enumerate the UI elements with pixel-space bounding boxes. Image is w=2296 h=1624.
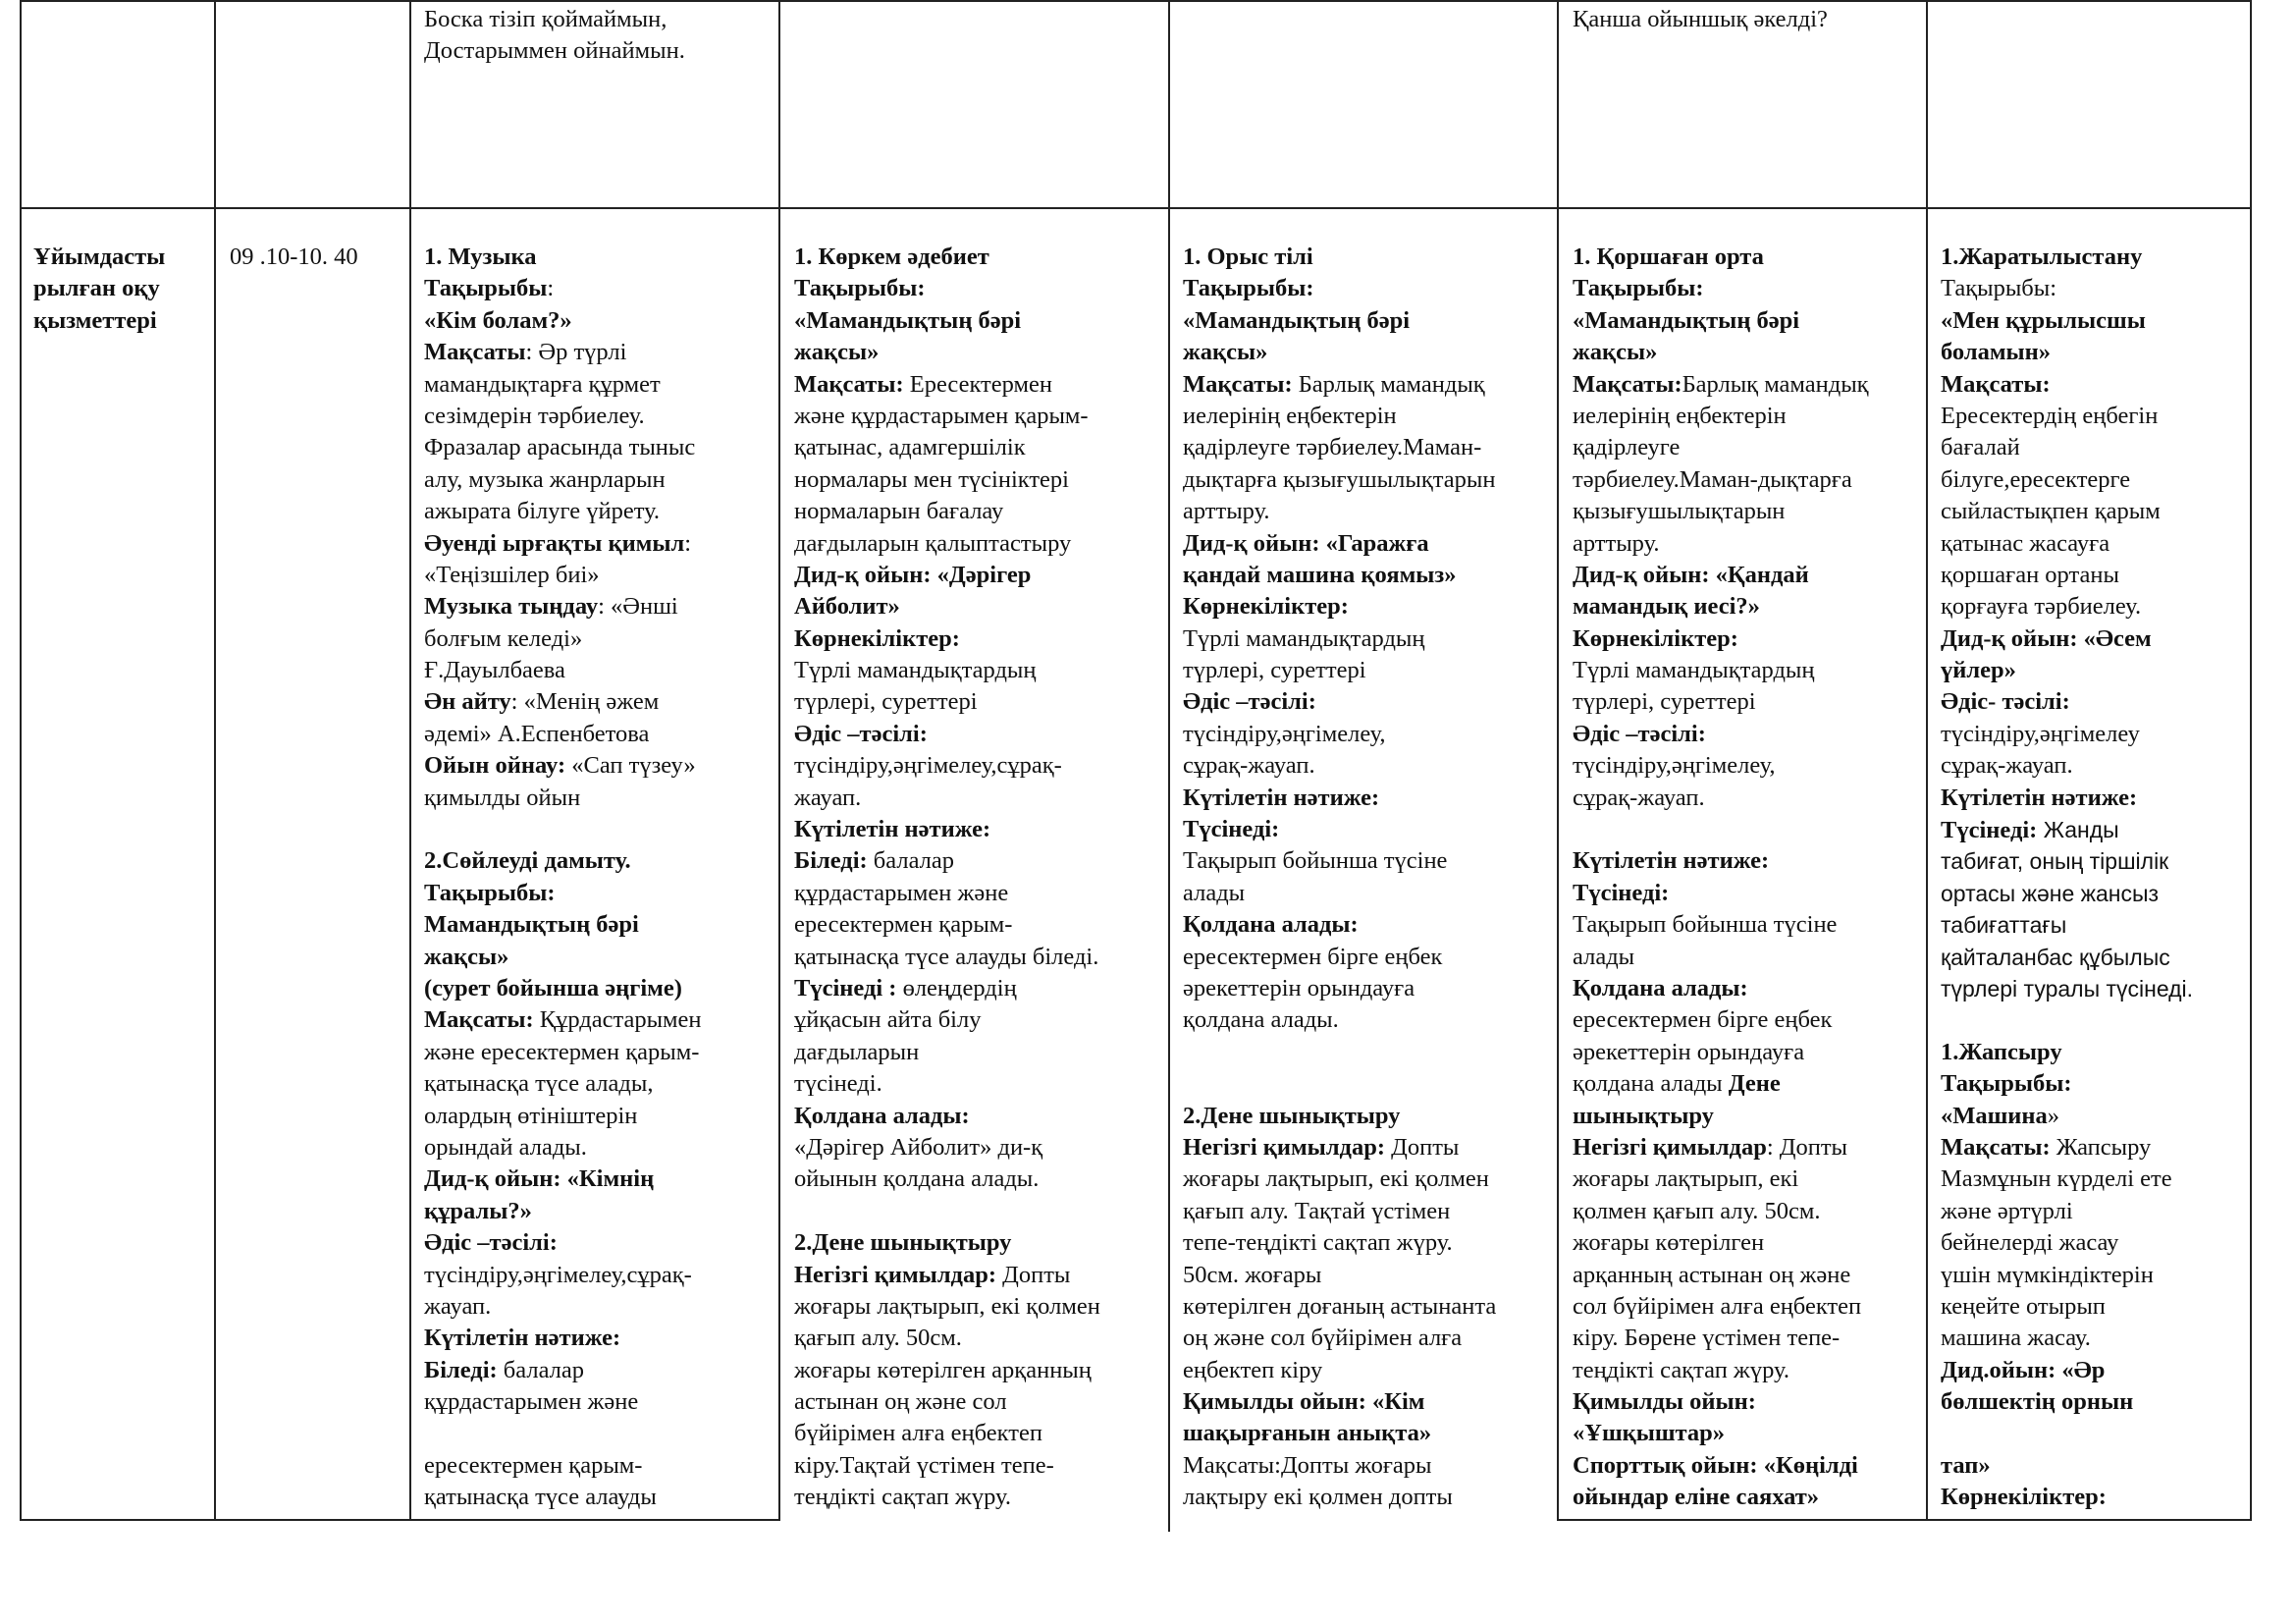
- text-line: түсіндіру,әңгімелеу,сұрақ-: [424, 1261, 692, 1288]
- text-line: Түсінеді: Жанды: [1941, 817, 2119, 844]
- text-line: бүйірімен алға еңбектеп: [794, 1420, 1042, 1447]
- text-line: Боска тізіп қоймаймын,: [424, 6, 667, 32]
- text-line: орындай алады.: [424, 1133, 587, 1161]
- col-line-7: [2250, 0, 2252, 1521]
- text-line: қолдана алады.: [1183, 1006, 1339, 1034]
- wednesday-activities: [1183, 242, 1496, 1514]
- text-line: ұйқасын айта білу: [794, 1006, 982, 1034]
- text-line: түсінеді.: [794, 1070, 882, 1098]
- col-line-4: [1168, 0, 1170, 1532]
- text-line: бөлшектің орнын: [1941, 1388, 2134, 1416]
- text-line: түсіндіру,әңгімелеу,: [1183, 720, 1386, 747]
- text-line: Мақсаты:: [1941, 370, 2051, 398]
- text-line: Достарыммен ойнаймын.: [424, 37, 685, 65]
- text-line: ересектермен қарым-: [794, 911, 1013, 939]
- text-line: ойынын қолдана алады.: [794, 1165, 1040, 1193]
- text-line: тәрбиелеу.Маман-дықтарға: [1573, 465, 1852, 493]
- text-line: 1.Жапсыру: [1941, 1038, 2062, 1065]
- text-line: қоршаған ортаны: [1941, 561, 2119, 588]
- text-line: Ұйымдасты: [33, 244, 166, 270]
- text-line: қатынас, адамгершілік: [794, 434, 1026, 461]
- col-line-5: [1557, 0, 1559, 1521]
- text-line: «Теңізшілер биі»: [424, 561, 600, 588]
- text-line: «Машина»: [1941, 1102, 2060, 1129]
- text-line: [424, 1418, 702, 1449]
- text-line: құрдастарымен және: [794, 879, 1009, 906]
- text-line: түсіндіру,әңгімелеу,сұрақ-: [794, 752, 1062, 780]
- text-line: теңдікті сақтап жүру.: [1573, 1356, 1789, 1383]
- text-line: жоғары лақтырып, екі: [1573, 1165, 1799, 1193]
- text-line: Түрлі мамандықтардың: [1573, 657, 1815, 684]
- text-line: «Кім болам?»: [424, 306, 572, 334]
- text-line: [1183, 1068, 1496, 1100]
- text-line: Дид-қ ойын: «Кімнің: [424, 1165, 655, 1193]
- text-line: Спорттық ойын: «Көңілді: [1573, 1451, 1858, 1479]
- text-line: түсіндіру,әңгімелеу,: [1573, 752, 1776, 780]
- text-line: Музыка тыңдау: «Әнші: [424, 593, 678, 621]
- text-line: «Ұшқыштар»: [1573, 1420, 1726, 1447]
- text-line: Әдіс –тәсілі:: [1573, 720, 1706, 747]
- text-line: Тақырып бойынша түсіне: [1573, 911, 1838, 939]
- text-line: Көрнекіліктер:: [1941, 1484, 2107, 1511]
- table-bottom-border: [20, 1519, 780, 1521]
- text-line: алу, музыка жанрларын: [424, 465, 666, 493]
- friday-activities: [1941, 242, 2193, 1514]
- text-line: рылған оқу: [33, 275, 160, 302]
- text-line: иелерінің еңбектерін: [1183, 402, 1397, 429]
- text-line: әрекеттерін орындауға: [1183, 974, 1415, 1001]
- text-line: Мақсаты: Ересектермен: [794, 370, 1053, 398]
- text-line: үшін мүмкіндіктерін: [1941, 1261, 2154, 1288]
- text-line: сұрақ-жауап.: [1941, 752, 2073, 780]
- top-row-col3: [424, 4, 685, 68]
- text-line: Тақырып бойынша түсіне: [1183, 847, 1448, 875]
- text-line: Қолдана алады:: [1573, 974, 1748, 1001]
- text-line: 2.Дене шынықтыру: [794, 1229, 1012, 1257]
- text-line: боламын»: [1941, 339, 2052, 366]
- text-line: Қимылды ойын: «Кім: [1183, 1388, 1425, 1416]
- col-line-2: [409, 0, 411, 1521]
- text-line: қызметтері: [33, 306, 157, 334]
- text-line: қатынас жасауға: [1941, 529, 2110, 557]
- text-line: Біледі: балалар: [424, 1356, 585, 1383]
- text-line: бағалай: [1941, 434, 2020, 461]
- text-line: ортасы және жансыз: [1941, 880, 2160, 906]
- text-line: Әдіс –тәсілі:: [424, 1229, 558, 1257]
- text-line: табиғат, оның тіршілік: [1941, 848, 2169, 875]
- text-line: Мамандықтың бәрі: [424, 911, 639, 939]
- text-line: Ән айту: «Менің әжем: [424, 688, 660, 716]
- text-line: 2.Сөйлеуді дамыту.: [424, 847, 631, 875]
- text-line: арттыру.: [1183, 498, 1270, 525]
- text-line: қатынасқа түсе алауды біледі.: [794, 943, 1099, 970]
- text-line: ойындар еліне саяхат»: [1573, 1484, 1820, 1511]
- text-line: оң және сол бүйірімен алға: [1183, 1325, 1463, 1352]
- text-line: ересектермен қарым-: [424, 1451, 643, 1479]
- text-line: жоғары көтерілген арқанның: [794, 1356, 1092, 1383]
- text-line: Ойын ойнау: «Сап түзеу»: [424, 752, 696, 780]
- text-line: Түрлі мамандықтардың: [794, 657, 1037, 684]
- text-line: шақырғанын анықта»: [1183, 1420, 1432, 1447]
- text-line: Мақсаты: Жапсыру: [1941, 1133, 2152, 1161]
- text-line: табиғаттағы: [1941, 912, 2067, 939]
- text-line: түрлері туралы түсінеді.: [1941, 975, 2194, 1001]
- text-line: Дид-қ ойын: «Қандай: [1573, 561, 1809, 588]
- text-line: жақсы»: [1573, 339, 1658, 366]
- text-line: Күтілетін нәтиже:: [1183, 784, 1380, 811]
- text-line: Мақсаты: Әр түрлі: [424, 339, 627, 366]
- text-line: Қанша ойыншық әкелді?: [1573, 6, 1828, 32]
- text-line: сол бүйірімен алға еңбектеп: [1573, 1292, 1862, 1320]
- text-line: жауап.: [424, 1292, 492, 1320]
- text-line: алады: [1573, 943, 1635, 970]
- text-line: «Мамандықтың бәрі: [1573, 306, 1800, 334]
- text-line: Әдіс- тәсілі:: [1941, 688, 2070, 716]
- text-line: нормалары мен түсініктері: [794, 465, 1069, 493]
- text-line: жақсы»: [794, 339, 880, 366]
- tuesday-activities: [794, 242, 1100, 1514]
- text-line: қорғауға тәрбиелеу.: [1941, 593, 2142, 621]
- text-line: қағып алу. Тақтай үстімен: [1183, 1197, 1451, 1224]
- text-line: жоғары лақтырып, екі қолмен: [794, 1292, 1100, 1320]
- text-line: Қолдана алады:: [794, 1102, 970, 1129]
- text-line: Мақсаты:Барлық мамандық: [1573, 370, 1869, 398]
- text-line: сұрақ-жауап.: [1183, 752, 1315, 780]
- text-line: Түсінеді:: [1573, 879, 1670, 906]
- text-line: Мақсаты: Құрдастарымен: [424, 1006, 702, 1034]
- text-line: 1. Орыс тілі: [1183, 244, 1313, 270]
- text-line: тепе-теңдікті сақтап жүру.: [1183, 1229, 1453, 1257]
- text-line: қатынасқа түсе алады,: [424, 1070, 654, 1098]
- text-line: Күтілетін нәтиже:: [424, 1325, 621, 1352]
- text-line: әрекеттерін орындауға: [1573, 1038, 1805, 1065]
- text-line: және әртүрлі: [1941, 1197, 2073, 1224]
- text-line: жоғары көтерілген: [1573, 1229, 1765, 1257]
- text-line: Айболит»: [794, 593, 900, 621]
- text-line: 1. Музыка: [424, 244, 537, 270]
- col-line-6: [1926, 0, 1928, 1521]
- text-line: Дид.ойын: «Әр: [1941, 1356, 2106, 1383]
- text-line: 2.Дене шынықтыру: [1183, 1102, 1401, 1129]
- text-line: қайталанбас құбылыс: [1941, 944, 2170, 970]
- section-label: [33, 242, 165, 337]
- text-line: сыйластықпен қарым: [1941, 498, 2161, 525]
- text-line: 50см. жоғары: [1183, 1261, 1322, 1288]
- text-line: Көрнекіліктер:: [1183, 593, 1349, 621]
- text-line: үйлер»: [1941, 657, 2016, 684]
- text-line: қолдана алады Дене: [1573, 1070, 1781, 1098]
- text-line: әдемі» А.Еспенбетова: [424, 720, 650, 747]
- text-line: [1183, 1037, 1496, 1068]
- text-line: жоғары лақтырып, екі қолмен: [1183, 1165, 1489, 1193]
- text-line: арқанның астынан оң және: [1573, 1261, 1851, 1288]
- text-line: құрдастарымен және: [424, 1388, 639, 1416]
- text-line: иелерінің еңбектерін: [1573, 402, 1787, 429]
- text-line: түсіндіру,әңгімелеу: [1941, 720, 2140, 747]
- text-line: жақсы»: [1183, 339, 1268, 366]
- text-line: дағдыларын: [794, 1038, 920, 1065]
- text-line: қағып алу. 50см.: [794, 1325, 962, 1352]
- text-line: білуге,ересектерге: [1941, 465, 2131, 493]
- text-line: дағдыларын қалыптастыру: [794, 529, 1072, 557]
- text-line: қызығушылықтарын: [1573, 498, 1786, 525]
- text-line: Күтілетін нәтиже:: [1573, 847, 1770, 875]
- text-line: қадірлеуге: [1573, 434, 1681, 461]
- text-line: кіру. Бөрене үстімен тепе-: [1573, 1325, 1841, 1352]
- text-line: көтерілген доғаның астынанта: [1183, 1292, 1497, 1320]
- text-line: Әдіс –тәсілі:: [794, 720, 928, 747]
- text-line: Негізгі қимылдар: Допты: [794, 1261, 1071, 1288]
- text-line: Күтілетін нәтиже:: [1941, 784, 2138, 811]
- thursday-activities: [1573, 242, 1869, 1514]
- text-line: Көрнекіліктер:: [1573, 624, 1738, 652]
- col-line-3: [778, 0, 780, 1521]
- text-line: олардың өтініштерін: [424, 1102, 638, 1129]
- time-slot: [230, 242, 358, 273]
- text-line: түрлері, суреттері: [1573, 688, 1756, 716]
- col-line-1: [214, 0, 216, 1521]
- text-line: Қолдана алады:: [1183, 911, 1359, 939]
- text-line: Күтілетін нәтиже:: [794, 816, 991, 843]
- text-line: Көрнекіліктер:: [794, 624, 960, 652]
- text-line: ересектермен бірге еңбек: [1183, 943, 1443, 970]
- text-line: еңбектеп кіру: [1183, 1356, 1323, 1383]
- text-line: ажырата білуге үйрету.: [424, 498, 661, 525]
- text-line: мамандық иесі?»: [1573, 593, 1760, 621]
- text-line: Дид-қ ойын: «Гаражға: [1183, 529, 1429, 557]
- text-line: Тақырыбы:: [794, 275, 926, 302]
- col-line-0: [20, 0, 22, 1521]
- text-line: машина жасау.: [1941, 1325, 2091, 1352]
- text-line: «Дәрігер Айболит» ди-қ: [794, 1133, 1043, 1161]
- text-line: кеңейте отырып: [1941, 1292, 2106, 1320]
- text-line: шынықтыру: [1573, 1102, 1714, 1129]
- text-line: Тақырыбы:: [1183, 275, 1314, 302]
- text-line: қолмен қағып алу. 50см.: [1573, 1197, 1821, 1224]
- text-line: Түрлі мамандықтардың: [1183, 624, 1425, 652]
- text-line: Әуенді ырғақты қимыл:: [424, 529, 692, 557]
- text-line: Тақырыбы:: [1941, 275, 2057, 302]
- text-line: Тақырыбы:: [424, 275, 555, 302]
- text-line: түрлері, суреттері: [1183, 657, 1366, 684]
- text-line: 1. Көркем әдебиет: [794, 244, 989, 270]
- text-line: Тақырыбы:: [424, 879, 556, 906]
- text-line: дықтарға қызығушылықтарын: [1183, 465, 1496, 493]
- text-line: Ересектердің еңбегін: [1941, 402, 2159, 429]
- text-line: құралы?»: [424, 1197, 532, 1224]
- monday-activities: [424, 242, 702, 1514]
- text-line: Мақсаты: Барлық мамандық: [1183, 370, 1485, 398]
- text-line: [1941, 1418, 2193, 1449]
- text-line: «Мамандықтың бәрі: [1183, 306, 1411, 334]
- text-line: «Мен құрылысшы: [1941, 306, 2146, 334]
- text-line: Түсінеді:: [1183, 816, 1280, 843]
- text-line: Дид-қ ойын: «Әсем: [1941, 624, 2152, 652]
- text-line: Негізгі қимылдар: Допты: [1573, 1133, 1848, 1161]
- text-line: [1573, 814, 1869, 845]
- text-line: түрлері, суреттері: [794, 688, 978, 716]
- text-line: Қимылды ойын:: [1573, 1388, 1756, 1416]
- text-line: алады: [1183, 879, 1246, 906]
- text-line: бейнелерді жасау: [1941, 1229, 2119, 1257]
- time-text: 09 .10-10. 40: [230, 244, 358, 270]
- text-line: қимылды ойын: [424, 784, 581, 811]
- text-line: лақтыру екі қолмен допты: [1183, 1484, 1453, 1511]
- text-line: болғым келеді»: [424, 624, 583, 652]
- text-line: Фразалар арасында тыныс: [424, 434, 696, 461]
- text-line: теңдікті сақтап жүру.: [794, 1484, 1011, 1511]
- top-row-col6: [1573, 4, 1828, 35]
- text-line: ересектермен бірге еңбек: [1573, 1006, 1833, 1034]
- text-line: сұрақ-жауап.: [1573, 784, 1705, 811]
- text-line: қандай машина қоямыз»: [1183, 561, 1457, 588]
- text-line: Біледі: балалар: [794, 847, 955, 875]
- table-top-border: [20, 0, 2252, 2]
- text-line: Тақырыбы:: [1941, 1070, 2072, 1098]
- text-line: 1. Қоршаған орта: [1573, 244, 1764, 270]
- text-line: (сурет бойынша әңгіме): [424, 974, 682, 1001]
- text-line: және құрдастарымен қарым-: [794, 402, 1089, 429]
- text-line: Тақырыбы:: [1573, 275, 1704, 302]
- text-line: жақсы»: [424, 943, 509, 970]
- text-line: Негізгі қимылдар: Допты: [1183, 1133, 1460, 1161]
- row-divider: [20, 207, 2252, 209]
- text-line: «Мамандықтың бәрі: [794, 306, 1022, 334]
- text-line: Дид-қ ойын: «Дәрігер: [794, 561, 1032, 588]
- text-line: Әдіс –тәсілі:: [1183, 688, 1316, 716]
- text-line: жауап.: [794, 784, 862, 811]
- text-line: арттыру.: [1573, 529, 1660, 557]
- text-line: тап»: [1941, 1451, 1991, 1479]
- text-line: Түсінеді : өлеңдердің: [794, 974, 1017, 1001]
- text-line: қадірлеуге тәрбиелеу.Маман-: [1183, 434, 1482, 461]
- text-line: қатынасқа түсе алауды: [424, 1484, 657, 1511]
- text-line: кіру.Тақтай үстімен тепе-: [794, 1451, 1054, 1479]
- text-line: сезімдерін тәрбиелеу.: [424, 402, 645, 429]
- text-line: Мазмұнын күрделі ете: [1941, 1165, 2172, 1193]
- text-line: [794, 1196, 1100, 1227]
- text-line: нормаларын бағалау: [794, 498, 1004, 525]
- text-line: [424, 814, 702, 845]
- text-line: астынан оң және сол: [794, 1388, 1007, 1416]
- text-line: мамандықтарға құрмет: [424, 370, 661, 398]
- text-line: Ғ.Дауылбаева: [424, 657, 565, 684]
- table-bottom-border: [1557, 1519, 2252, 1521]
- text-line: Мақсаты:Допты жоғары: [1183, 1451, 1432, 1479]
- text-line: [1941, 1004, 2193, 1036]
- text-line: және ересектермен қарым-: [424, 1038, 700, 1065]
- text-line: 1.Жаратылыстану: [1941, 244, 2143, 270]
